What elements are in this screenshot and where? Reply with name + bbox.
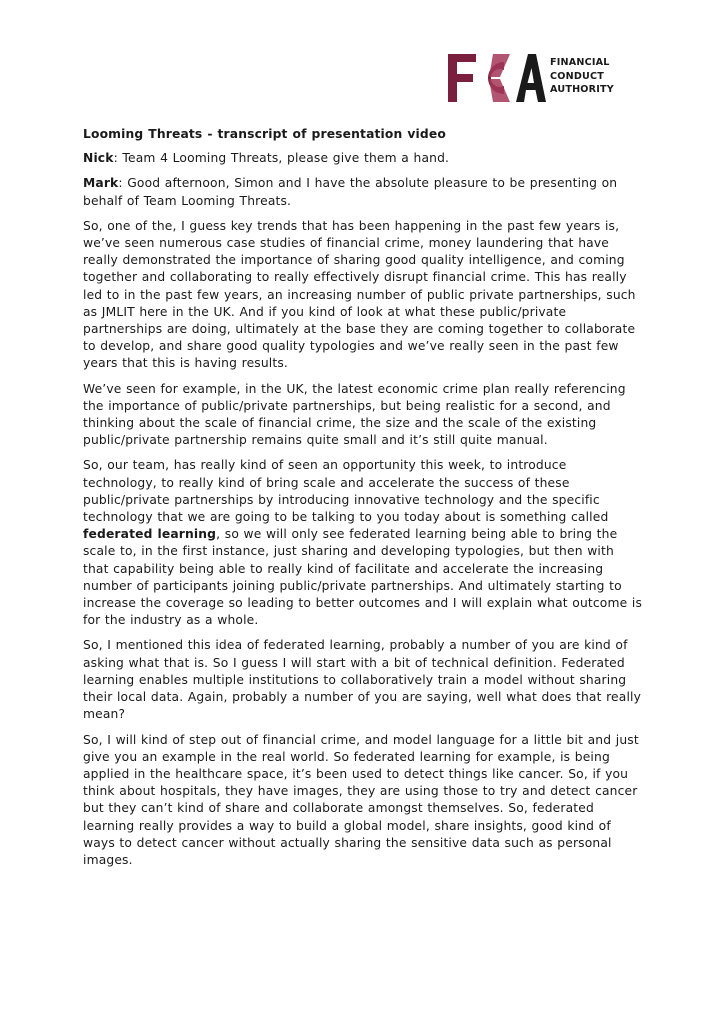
paragraph-nick: [83, 150, 643, 167]
fca-logo-wordmark: [550, 56, 614, 97]
highlighted-term: federated learning: [83, 527, 217, 542]
paragraph-federated-definition: So, I mentioned this idea of federated learning, probably a number of you are kind of asking what that is. So I guess I will start with a bit of technical definition. Federated learning enables multiple institutions to collaboratively train a model without sharing their local data. Again, probably a number of you are saying, well what does that really mean?: [83, 638, 642, 722]
speaker-name: Nick: [83, 151, 114, 166]
paragraph-team-opportunity: [83, 457, 643, 629]
fca-logo-mark: [446, 50, 546, 104]
speaker-name: Mark: [83, 176, 119, 191]
paragraph-healthcare-example: So, I will kind of step out of financial crime, and model language for a little bit and just give you an example in the real world. So federated learning for example, is being applied in the healthcare space, it’s been used to detect things like cancer. So, if you think about hospitals, they have images, they are using those to try and detect cancer but they can’t kind of share and collaborate amongst themselves. So, federated learning really provides a way to build a global model, share insights, good kind of ways to detect cancer without actually sharing the sensitive data such as personal images.: [83, 732, 639, 867]
paragraph-economic-crime-plan: We’ve seen for example, in the UK, the latest economic crime plan really referencing the importance of public/private partnerships, but being realistic for a second, and thinking about the scale of financial crime, the size and the scale of the existing public/private partnership remains quite small and it’s still quite manual.: [83, 381, 626, 448]
paragraph-text: : Good afternoon, Simon and I have the absolute pleasure to be presenting on behalf of Team Looming Threats.: [83, 176, 618, 208]
paragraph-text: : Team 4 Looming Threats, please give them a hand.: [113, 151, 450, 166]
logo-line-financial: FINANCIAL: [550, 57, 610, 68]
paragraph-trends: So, one of the, I guess key trends that has been happening in the past few years is, we’ve seen numerous case studies of financial crime, money laundering that have really demonstrated the importance of sharing good quality intelligence, and coming together and collaborating to really effectively disrupt financial crime. This has really led to in the past few years, an increasing number of public private partnerships, such as JMLIT here in the UK. And if you kind of look at what these public/private partnerships are doing, ultimately at the base they are coming together to collaborate to develop, and share good quality typologies and we’ve really seen in the past few years that this is having results.: [83, 218, 636, 371]
logo-line-authority: AUTHORITY: [550, 84, 614, 95]
paragraph-text: , so we will only see federated learning being able to bring the scale to, in the first instance, just sharing and developing typologies, but then with that capability being able to really kind of facilitate and accelerate the increasing number of participants joining public/private partnerships. And ultimately starting to increase the coverage so leading to better outcomes and I will explain what outcome is for the industry as a whole.: [83, 527, 643, 628]
document-title: Looming Threats - transcript of presentation video: [83, 127, 446, 141]
paragraph-text: So, our team, has really kind of seen an opportunity this week, to introduce technology, to really kind of bring scale and accelerate the success of these public/private partnerships by introducing innovative technology and the specific technology that we are going to be talking to you today about is something called: [83, 458, 609, 525]
logo-line-conduct: CONDUCT: [550, 70, 604, 82]
paragraph-mark: [83, 175, 643, 209]
fca-logo: [446, 50, 636, 104]
document-body: [83, 126, 643, 877]
